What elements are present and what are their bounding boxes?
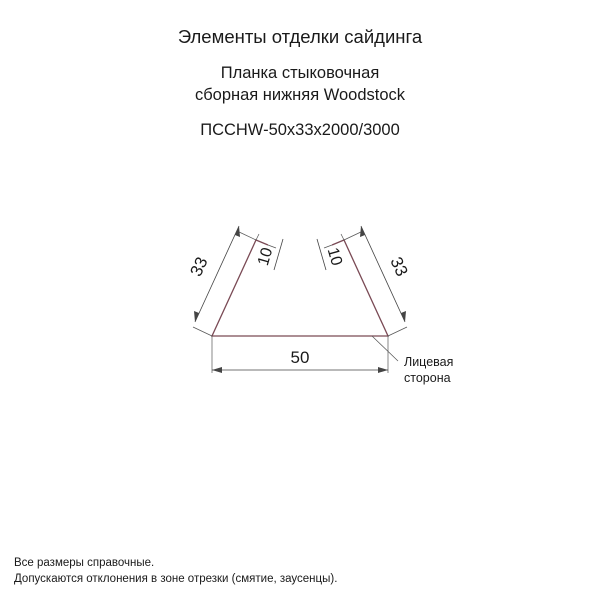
category-title: Элементы отделки сайдинга — [177, 26, 423, 47]
dim-width-label: 50 — [290, 348, 310, 367]
footer-note-reference: Все размеры справочные. — [14, 557, 155, 569]
profile-shape — [212, 240, 388, 336]
dim-right-hem-label: 10 — [323, 245, 345, 268]
dim-left-hem-label: 10 — [255, 245, 277, 268]
footer-note-tolerance: Допускаются отклонения в зоне отрезки (смятие, заусенцы). — [14, 573, 338, 585]
dim-right-side-label: 33 — [386, 254, 412, 280]
product-code: ПССНW-50х33х2000/3000 — [200, 121, 400, 139]
product-name-line-2: сборная нижняя Woodstock — [194, 86, 406, 104]
face-side-label-line-2: сторона — [404, 371, 451, 385]
product-name-line-1: Планка стыковочная — [220, 64, 380, 82]
face-side-label-line-1: Лицевая — [404, 355, 454, 369]
dim-left-side-label: 33 — [186, 254, 212, 280]
